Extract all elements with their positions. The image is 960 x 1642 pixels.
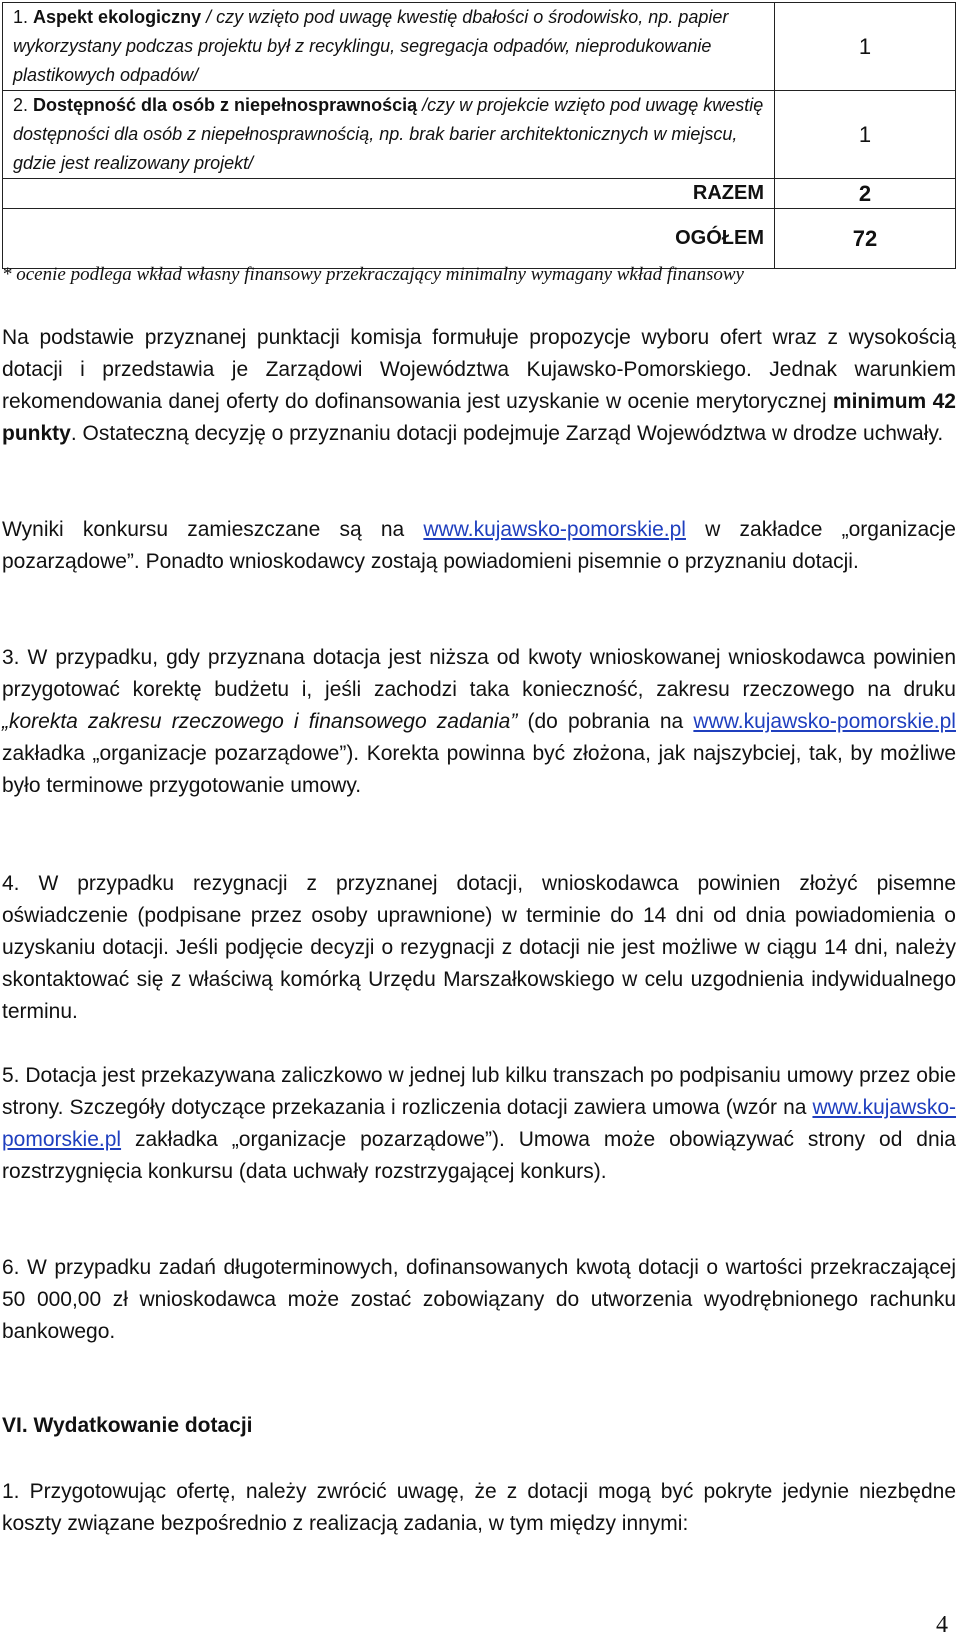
ogolem-row (3, 209, 956, 269)
paragraph-text: . Ostateczną decyzję o przyznaniu dotacji podejmuje Zarząd Województwa w drodze uchwały. (70, 422, 944, 445)
section-heading: VI. Wydatkowanie dotacji (2, 1414, 253, 1437)
criteria-number: 1. (13, 7, 29, 27)
paragraph-text: w zakładce „organizacje pozarządowe”. Ponadto wnioskodawcy zostają powiadomieni pisemnie o przyznaniu dotacji. (2, 518, 956, 573)
criteria-row (3, 3, 956, 91)
razem-value: 2 (775, 179, 956, 209)
paragraph-text: 5. Dotacja jest przekazywana zaliczkowo w jednej lub kilku transzach po podpisaniu umowy przez obie strony. Szczegóły dotyczące przekazania i rozliczenia dotacji zawiera umowa (wzór na (2, 1064, 956, 1119)
ogolem-value: 72 (775, 209, 956, 269)
criteria-table (2, 2, 956, 269)
website-link[interactable]: www.kujawsko-pomorskie.pl (693, 710, 956, 733)
paragraph-text: Wyniki konkursu zamieszczane są na (2, 518, 424, 541)
criteria-title: Dostępność dla osób z niepełnosprawnością (33, 95, 418, 115)
paragraph-3 (2, 642, 956, 802)
paragraph-text: zakładka „organizacje pozarządowe”). Umowa może obowiązywać strony od dnia rozstrzygnięcia konkursu (data uchwały rozstrzygającej konkurs). (2, 1128, 956, 1183)
criteria-points: 1 (775, 3, 956, 91)
criteria-title: Aspekt ekologiczny (33, 7, 202, 27)
paragraph-7: 1. Przygotowując ofertę, należy zwrócić uwagę, że z dotacji mogą być pokryte jedynie niezbędne koszty związane bezpośrednio z realizacją zadania, w tym między innymi: (2, 1480, 956, 1535)
criteria-description (3, 3, 775, 91)
page-number: 4 (936, 1612, 948, 1638)
criteria-desc: /czy w projekcie wzięto pod uwagę kwestię dostępności dla osób z niepełnosprawnością, np. brak barier architektonicznych w miejscu, gdzie jest realizowany projekt/ (13, 95, 764, 173)
criteria-number: 2. (13, 95, 29, 115)
paragraph-6: 6. W przypadku zadań długoterminowych, dofinansowanych kwotą dotacji o wartości przekraczającej 50 000,00 zł wnioskodawca może zostać zobowiązany do utworzenia wyodrębnionego rachunku bankowego. (2, 1256, 956, 1343)
criteria-description (3, 91, 775, 179)
criteria-points: 1 (775, 91, 956, 179)
paragraph-text: (do pobrania na (517, 710, 694, 733)
paragraph-text: Na podstawie przyznanej punktacji komisja formułuje propozycje wyboru ofert wraz z wysokością dotacji i przedstawia je Zarządowi Województwa Kujawsko-Pomorskiego. Jednak warunkiem rekomendowania danej oferty do dofinansowania jest uzyskanie w ocenie merytorycznej (2, 326, 956, 413)
paragraph-italic-text: „korekta zakresu rzeczowego i finansowego zadania” (2, 710, 518, 733)
paragraph-bold-text: minimum 42 punkty (2, 390, 956, 445)
paragraph-5 (2, 1060, 956, 1188)
website-link[interactable]: www.kujawsko-pomorskie.pl (423, 518, 686, 541)
website-link[interactable]: www.kujawsko-pomorskie.pl (2, 1096, 956, 1151)
paragraph-text: 3. W przypadku, gdy przyznana dotacja jest niższa od kwoty wnioskowanej wnioskodawca powinien przygotować korektę budżetu i, jeśli zachodzi taka konieczność, zakresu rzeczowego na druku (2, 646, 956, 701)
table-footnote: * ocenie podlega wkład własny finansowy przekraczający minimalny wymagany wkład finansowy (2, 264, 744, 285)
razem-row (3, 179, 956, 209)
paragraph-text: zakładka „organizacje pozarządowe”). Korekta powinna być złożona, jak najszybciej, tak, by możliwe było terminowe przygotowanie umowy. (2, 742, 956, 797)
paragraph-4: 4. W przypadku rezygnacji z przyznanej dotacji, wnioskodawca powinien złożyć pisemne oświadczenie (podpisane przez osoby uprawnione) w terminie do 14 dni od dnia powiadomienia o uzyskaniu dotacji. Jeśli podjęcie decyzji o rezygnacji z dotacji nie jest możliwe w ciągu 14 dni, należy skontaktować się z właściwą komórką Urzędu Marszałkowskiego w celu uzgodnienia indywidualnego terminu. (2, 872, 956, 1023)
criteria-row (3, 91, 956, 179)
paragraph-results (2, 514, 956, 578)
paragraph-scoring (2, 322, 956, 450)
razem-label: RAZEM (3, 179, 775, 209)
ogolem-label: OGÓŁEM (3, 209, 775, 269)
criteria-desc: / czy wzięto pod uwagę kwestię dbałości o środowisko, np. papier wykorzystany podczas projektu był z recyklingu, segregacja odpadów, nieprodukowanie plastikowych odpadów/ (13, 7, 729, 85)
